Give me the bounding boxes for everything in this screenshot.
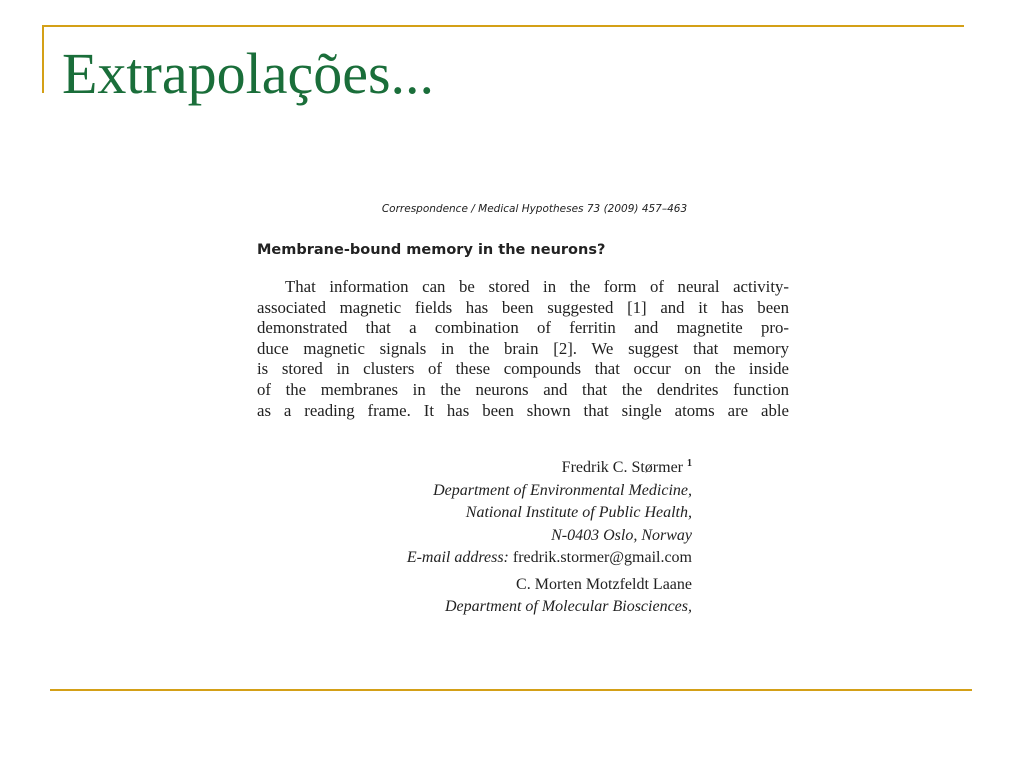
top-accent-line — [42, 25, 964, 27]
left-accent-line — [42, 25, 44, 93]
author-1-institution: National Institute of Public Health, — [465, 504, 692, 522]
author-signatures — [252, 457, 692, 619]
body-line: is stored in clusters of these compounds that occur on the inside — [257, 359, 789, 379]
author-1-location: N-0403 Oslo, Norway — [551, 526, 692, 544]
body-line: demonstrated that a combination of ferritin and magnetite pro- — [257, 318, 789, 338]
author-1-name-line — [252, 457, 692, 480]
author-1-email-line — [252, 547, 692, 570]
author-1-department: Department of Environmental Medicine, — [433, 481, 692, 499]
article-title: Membrane-bound memory in the neurons? — [257, 242, 606, 258]
body-line: That information can be stored in the form of neural activity- — [285, 277, 789, 296]
article-excerpt-image — [252, 188, 797, 648]
body-line: of the membranes in the neurons and that the dendrites function — [257, 379, 789, 399]
author-1-email: fredrik.stormer@gmail.com — [512, 549, 692, 567]
article-body — [252, 277, 789, 421]
body-line: associated magnetic fields has been suggested [1] and it has been — [257, 297, 789, 317]
author-2-name: C. Morten Motzfeldt Laane — [516, 575, 692, 593]
author-1-name: Fredrik C. Størmer — [561, 459, 683, 477]
slide-title: Extrapolações... — [62, 41, 435, 106]
body-line: as a reading frame. It has been shown that single atoms are able — [257, 400, 789, 420]
body-line: duce magnetic signals in the brain [2]. We suggest that memory — [257, 338, 789, 358]
email-label: E-mail address: — [406, 549, 509, 567]
author-1-superscript: 1 — [687, 458, 692, 470]
bottom-accent-line — [50, 689, 972, 691]
author-2-department: Department of Molecular Biosciences, — [444, 598, 692, 616]
journal-citation: Correspondence / Medical Hypotheses 73 (2009) 457–463 — [381, 203, 688, 215]
